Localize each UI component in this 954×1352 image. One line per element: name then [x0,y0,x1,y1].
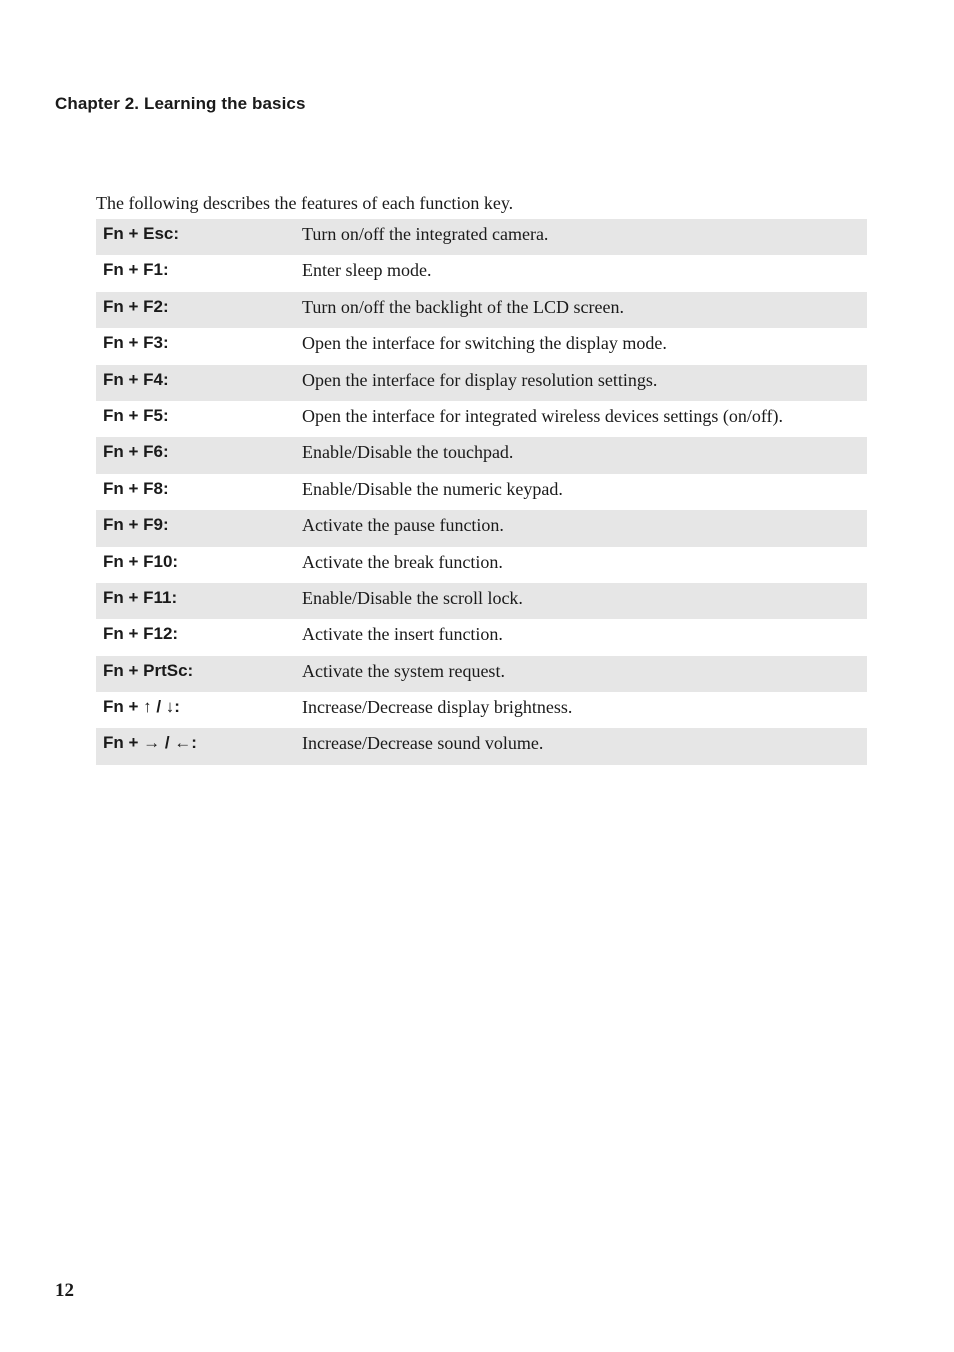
table-row [96,583,867,619]
table-row [96,619,867,655]
table-row [96,437,867,473]
key-description: Activate the break function. [302,551,503,572]
table-row [96,510,867,546]
key-combination: Fn + F11: [103,587,178,607]
table-row [96,255,867,291]
table-row [96,292,867,328]
key-description: Activate the insert function. [302,624,503,645]
key-description: Enable/Disable the scroll lock. [302,587,523,608]
intro-text: The following describes the features of each function key. [96,193,514,213]
key-combination: Fn + F3: [103,333,169,353]
key-combination: Fn + F4: [103,369,169,389]
table-row [96,728,867,764]
key-description: Activate the pause function. [302,515,504,536]
key-combination: Fn + F12: [103,624,179,644]
key-combination: Fn + ↑ / ↓: [103,697,180,717]
table-row [96,219,867,255]
key-combination: Fn + Esc: [103,224,180,243]
key-combination: Fn + F2: [103,296,169,316]
table-row [96,547,867,583]
key-description: Open the interface for integrated wireless devices settings (on/off). [302,405,783,426]
table-row [96,328,867,364]
key-combination: Fn + PrtSc: [103,660,194,680]
table-row [96,401,867,437]
key-combination: Fn + F8: [103,478,169,498]
key-description: Increase/Decrease display brightness. [302,697,573,718]
key-combination: Fn + F6: [103,442,169,462]
table-row [96,692,867,728]
table-row [96,474,867,510]
key-description: Open the interface for display resolution settings. [302,369,658,390]
page-number: 12 [55,1280,74,1301]
key-combination: Fn + → / ←: [103,733,197,753]
chapter-header: Chapter 2. Learning the basics [55,94,306,113]
key-description: Turn on/off the backlight of the LCD screen. [302,296,624,317]
key-combination: Fn + F10: [103,551,179,571]
key-description: Turn on/off the integrated camera. [302,224,549,244]
key-combination: Fn + F9: [103,515,169,535]
function-key-table [96,219,867,765]
table-row [96,656,867,692]
key-description: Enter sleep mode. [302,260,432,281]
key-description: Open the interface for switching the display mode. [302,333,667,354]
key-description: Enable/Disable the touchpad. [302,442,514,463]
key-description: Enable/Disable the numeric keypad. [302,478,563,499]
key-description: Activate the system request. [302,660,505,681]
key-combination: Fn + F1: [103,260,169,280]
table-row [96,365,867,401]
key-description: Increase/Decrease sound volume. [302,733,544,754]
key-combination: Fn + F5: [103,405,169,425]
